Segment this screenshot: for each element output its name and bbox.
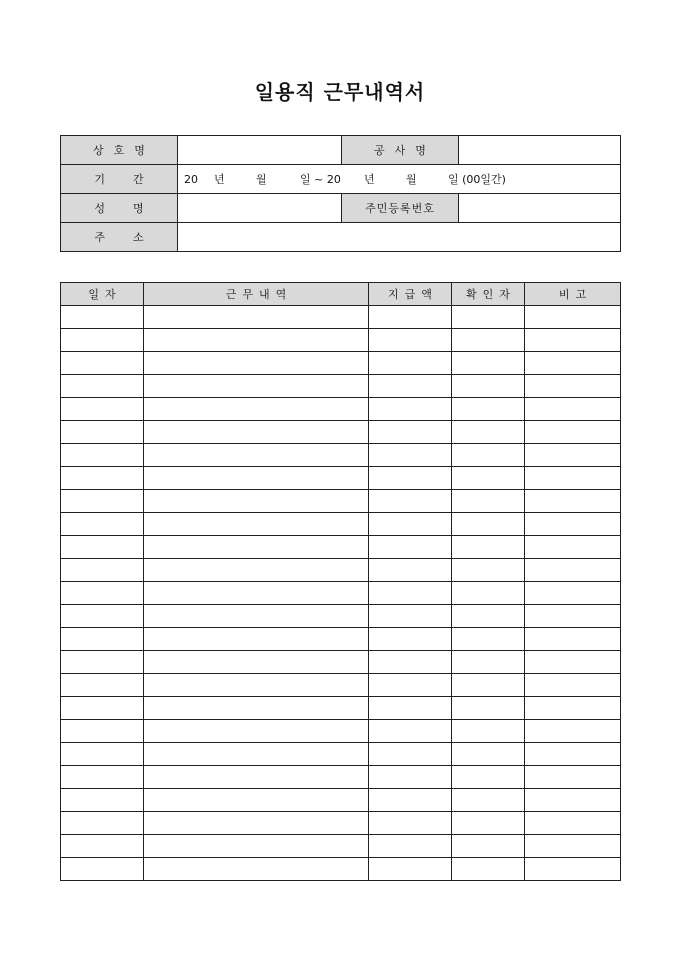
work-cell[interactable] bbox=[144, 628, 369, 651]
note-cell[interactable] bbox=[525, 812, 621, 835]
work-cell[interactable] bbox=[144, 674, 369, 697]
note-cell[interactable] bbox=[525, 835, 621, 858]
table-row bbox=[61, 375, 621, 398]
pay-cell[interactable] bbox=[369, 582, 452, 605]
pay-cell[interactable] bbox=[369, 651, 452, 674]
work-cell[interactable] bbox=[144, 536, 369, 559]
period-start-month-unit: 월 bbox=[256, 173, 267, 186]
checker-cell[interactable] bbox=[452, 858, 525, 881]
work-cell[interactable] bbox=[144, 513, 369, 536]
pay-cell[interactable] bbox=[369, 858, 452, 881]
note-cell[interactable] bbox=[525, 858, 621, 881]
work-log-body bbox=[61, 306, 621, 881]
company-field[interactable] bbox=[178, 136, 342, 165]
table-row bbox=[61, 444, 621, 467]
date-cell[interactable] bbox=[61, 812, 144, 835]
date-cell[interactable] bbox=[61, 421, 144, 444]
table-row bbox=[61, 582, 621, 605]
checker-cell[interactable] bbox=[452, 835, 525, 858]
table-row bbox=[61, 421, 621, 444]
checker-cell[interactable] bbox=[452, 651, 525, 674]
pay-cell[interactable] bbox=[369, 697, 452, 720]
checker-cell[interactable] bbox=[452, 582, 525, 605]
period-start-day-unit: 일 ~ 20 bbox=[300, 173, 341, 186]
note-cell[interactable] bbox=[525, 536, 621, 559]
date-cell[interactable] bbox=[61, 651, 144, 674]
note-cell[interactable] bbox=[525, 766, 621, 789]
pay-cell[interactable] bbox=[369, 789, 452, 812]
period-label: 기간 bbox=[61, 165, 178, 194]
work-cell[interactable] bbox=[144, 835, 369, 858]
pay-cell[interactable] bbox=[369, 306, 452, 329]
note-cell[interactable] bbox=[525, 720, 621, 743]
work-cell[interactable] bbox=[144, 858, 369, 881]
table-row bbox=[61, 398, 621, 421]
table-row bbox=[61, 720, 621, 743]
table-row bbox=[61, 674, 621, 697]
table-row bbox=[61, 306, 621, 329]
note-cell[interactable] bbox=[525, 559, 621, 582]
note-cell[interactable] bbox=[525, 398, 621, 421]
table-row bbox=[61, 329, 621, 352]
date-cell[interactable] bbox=[61, 835, 144, 858]
pay-cell[interactable] bbox=[369, 720, 452, 743]
work-cell[interactable] bbox=[144, 582, 369, 605]
note-cell[interactable] bbox=[525, 743, 621, 766]
note-cell[interactable] bbox=[525, 582, 621, 605]
company-label: 상호명 bbox=[61, 136, 178, 165]
table-row bbox=[61, 651, 621, 674]
checker-cell[interactable] bbox=[452, 605, 525, 628]
checker-cell[interactable] bbox=[452, 490, 525, 513]
checker-cell[interactable] bbox=[452, 789, 525, 812]
checker-cell[interactable] bbox=[452, 766, 525, 789]
date-cell[interactable] bbox=[61, 582, 144, 605]
date-cell[interactable] bbox=[61, 789, 144, 812]
pay-cell[interactable] bbox=[369, 628, 452, 651]
name-label: 성명 bbox=[61, 194, 178, 223]
pay-cell[interactable] bbox=[369, 421, 452, 444]
pay-cell[interactable] bbox=[369, 812, 452, 835]
pay-cell[interactable] bbox=[369, 835, 452, 858]
pay-cell[interactable] bbox=[369, 536, 452, 559]
period-start-year-text: 20 bbox=[184, 173, 198, 186]
date-cell[interactable] bbox=[61, 444, 144, 467]
checker-cell[interactable] bbox=[452, 329, 525, 352]
note-cell[interactable] bbox=[525, 674, 621, 697]
table-row bbox=[61, 513, 621, 536]
date-cell[interactable] bbox=[61, 628, 144, 651]
checker-cell[interactable] bbox=[452, 720, 525, 743]
pay-cell[interactable] bbox=[369, 467, 452, 490]
date-cell[interactable] bbox=[61, 720, 144, 743]
note-cell[interactable] bbox=[525, 352, 621, 375]
table-row bbox=[61, 858, 621, 881]
note-cell[interactable] bbox=[525, 444, 621, 467]
table-row bbox=[61, 559, 621, 582]
note-cell[interactable] bbox=[525, 306, 621, 329]
date-cell[interactable] bbox=[61, 513, 144, 536]
note-cell[interactable] bbox=[525, 651, 621, 674]
pay-cell[interactable] bbox=[369, 329, 452, 352]
period-end-year-unit: 년 bbox=[364, 173, 375, 186]
col-header-checker: 확인자 bbox=[452, 283, 525, 306]
project-field[interactable] bbox=[459, 136, 621, 165]
table-row bbox=[61, 835, 621, 858]
resident-no-field[interactable] bbox=[459, 194, 621, 223]
table-row bbox=[61, 789, 621, 812]
work-cell[interactable] bbox=[144, 697, 369, 720]
work-cell[interactable] bbox=[144, 306, 369, 329]
work-cell[interactable] bbox=[144, 421, 369, 444]
work-cell[interactable] bbox=[144, 490, 369, 513]
table-row bbox=[61, 628, 621, 651]
info-row-company bbox=[61, 136, 621, 165]
note-cell[interactable] bbox=[525, 421, 621, 444]
work-cell[interactable] bbox=[144, 467, 369, 490]
info-row-name bbox=[61, 194, 621, 223]
checker-cell[interactable] bbox=[452, 467, 525, 490]
checker-cell[interactable] bbox=[452, 306, 525, 329]
pay-cell[interactable] bbox=[369, 766, 452, 789]
note-cell[interactable] bbox=[525, 467, 621, 490]
date-cell[interactable] bbox=[61, 536, 144, 559]
date-cell[interactable] bbox=[61, 398, 144, 421]
table-row bbox=[61, 743, 621, 766]
note-cell[interactable] bbox=[525, 375, 621, 398]
work-cell[interactable] bbox=[144, 559, 369, 582]
checker-cell[interactable] bbox=[452, 444, 525, 467]
work-cell[interactable] bbox=[144, 766, 369, 789]
col-header-date: 일자 bbox=[61, 283, 144, 306]
period-end-day-unit: 일 (00일간) bbox=[448, 173, 506, 186]
checker-cell[interactable] bbox=[452, 743, 525, 766]
note-cell[interactable] bbox=[525, 329, 621, 352]
date-cell[interactable] bbox=[61, 329, 144, 352]
work-cell[interactable] bbox=[144, 329, 369, 352]
work-cell[interactable] bbox=[144, 352, 369, 375]
note-cell[interactable] bbox=[525, 490, 621, 513]
checker-cell[interactable] bbox=[452, 674, 525, 697]
work-log-table bbox=[60, 282, 621, 881]
checker-cell[interactable] bbox=[452, 536, 525, 559]
date-cell[interactable] bbox=[61, 467, 144, 490]
pay-cell[interactable] bbox=[369, 375, 452, 398]
table-row bbox=[61, 766, 621, 789]
table-row bbox=[61, 490, 621, 513]
pay-cell[interactable] bbox=[369, 605, 452, 628]
date-cell[interactable] bbox=[61, 858, 144, 881]
info-table bbox=[60, 135, 621, 252]
name-field[interactable] bbox=[178, 194, 342, 223]
date-cell[interactable] bbox=[61, 605, 144, 628]
checker-cell[interactable] bbox=[452, 513, 525, 536]
work-cell[interactable] bbox=[144, 375, 369, 398]
page-title: 일용직 근무내역서 bbox=[254, 80, 426, 104]
pay-cell[interactable] bbox=[369, 398, 452, 421]
address-field[interactable] bbox=[178, 223, 621, 252]
work-cell[interactable] bbox=[144, 812, 369, 835]
period-start-year-unit: 년 bbox=[214, 173, 225, 186]
checker-cell[interactable] bbox=[452, 812, 525, 835]
note-cell[interactable] bbox=[525, 789, 621, 812]
date-cell[interactable] bbox=[61, 375, 144, 398]
info-row-period bbox=[61, 165, 621, 194]
work-cell[interactable] bbox=[144, 651, 369, 674]
col-header-note: 비고 bbox=[525, 283, 621, 306]
date-cell[interactable] bbox=[61, 306, 144, 329]
address-label: 주소 bbox=[61, 223, 178, 252]
note-cell[interactable] bbox=[525, 628, 621, 651]
info-row-address bbox=[61, 223, 621, 252]
pay-cell[interactable] bbox=[369, 674, 452, 697]
table-row bbox=[61, 536, 621, 559]
col-header-work: 근무내역 bbox=[144, 283, 369, 306]
date-cell[interactable] bbox=[61, 490, 144, 513]
table-row bbox=[61, 812, 621, 835]
date-cell[interactable] bbox=[61, 766, 144, 789]
table-row bbox=[61, 697, 621, 720]
date-cell[interactable] bbox=[61, 352, 144, 375]
table-row bbox=[61, 605, 621, 628]
checker-cell[interactable] bbox=[452, 398, 525, 421]
checker-cell[interactable] bbox=[452, 697, 525, 720]
pay-cell[interactable] bbox=[369, 513, 452, 536]
pay-cell[interactable] bbox=[369, 352, 452, 375]
work-cell[interactable] bbox=[144, 789, 369, 812]
pay-cell[interactable] bbox=[369, 743, 452, 766]
date-cell[interactable] bbox=[61, 697, 144, 720]
note-cell[interactable] bbox=[525, 605, 621, 628]
resident-no-label: 주민등록번호 bbox=[342, 194, 459, 223]
work-cell[interactable] bbox=[144, 605, 369, 628]
checker-cell[interactable] bbox=[452, 352, 525, 375]
note-cell[interactable] bbox=[525, 513, 621, 536]
work-log-header-row bbox=[61, 283, 621, 306]
date-cell[interactable] bbox=[61, 743, 144, 766]
period-field[interactable] bbox=[178, 165, 621, 194]
checker-cell[interactable] bbox=[452, 559, 525, 582]
table-row bbox=[61, 352, 621, 375]
checker-cell[interactable] bbox=[452, 421, 525, 444]
work-cell[interactable] bbox=[144, 398, 369, 421]
checker-cell[interactable] bbox=[452, 628, 525, 651]
work-cell[interactable] bbox=[144, 444, 369, 467]
pay-cell[interactable] bbox=[369, 444, 452, 467]
date-cell[interactable] bbox=[61, 559, 144, 582]
pay-cell[interactable] bbox=[369, 490, 452, 513]
col-header-pay: 지급액 bbox=[369, 283, 452, 306]
checker-cell[interactable] bbox=[452, 375, 525, 398]
pay-cell[interactable] bbox=[369, 559, 452, 582]
table-row bbox=[61, 467, 621, 490]
work-cell[interactable] bbox=[144, 743, 369, 766]
note-cell[interactable] bbox=[525, 697, 621, 720]
period-end-month-unit: 월 bbox=[406, 173, 417, 186]
work-cell[interactable] bbox=[144, 720, 369, 743]
date-cell[interactable] bbox=[61, 674, 144, 697]
project-label: 공사명 bbox=[342, 136, 459, 165]
